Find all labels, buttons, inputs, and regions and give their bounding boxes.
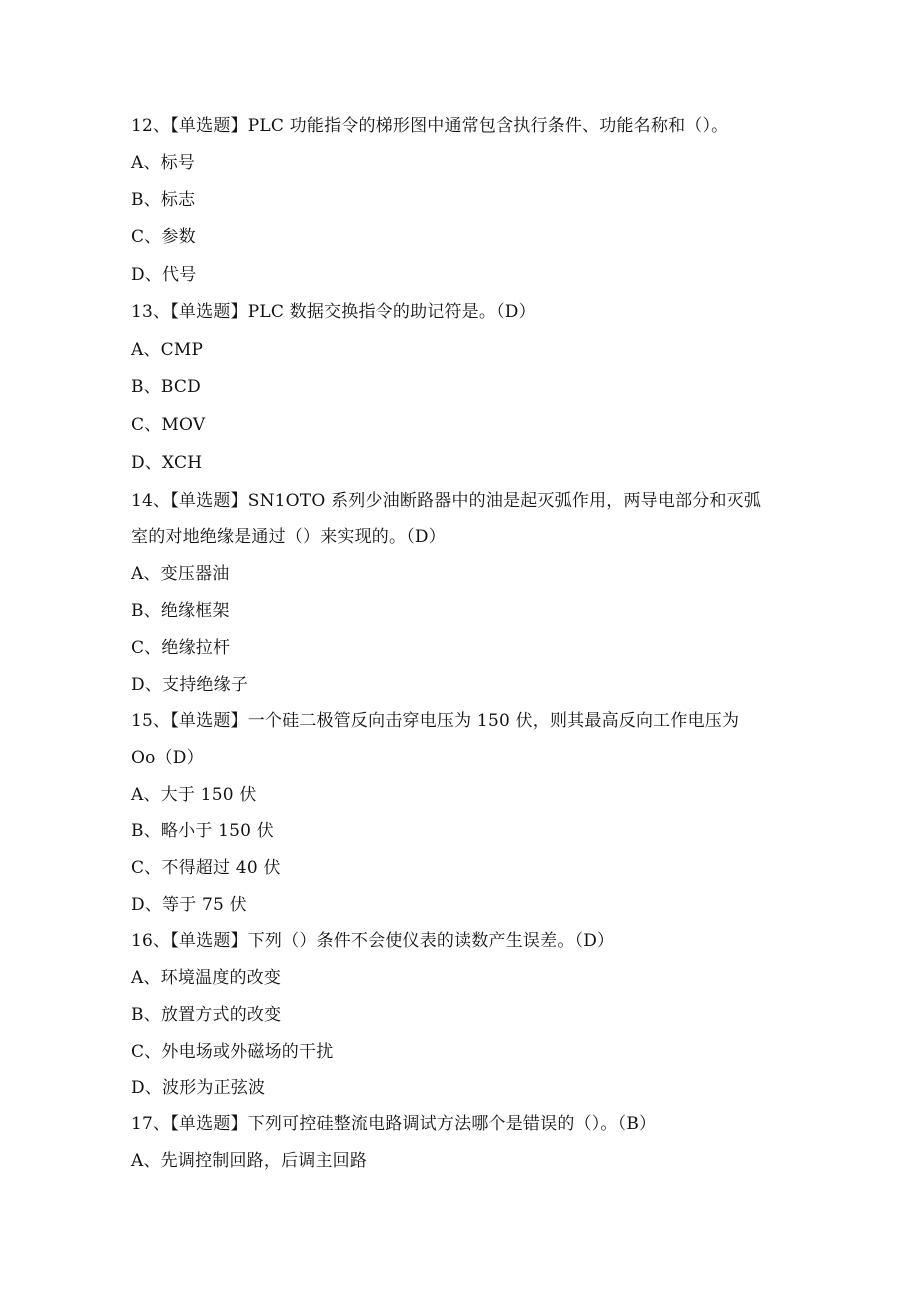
question-14-option-b: B、绝缘框架 <box>131 601 230 621</box>
question-13-stem: 13、【单选题】PLC 数据交换指令的助记符是。（D） <box>131 302 536 322</box>
question-13-option-a: A、CMP <box>131 340 204 360</box>
question-15-stem-line-2: Oo（D） <box>131 748 204 768</box>
question-12-stem: 12、【单选题】PLC 功能指令的梯形图中通常包含执行条件、功能名称和（）。 <box>131 116 729 136</box>
question-16-stem: 16、【单选题】下列（）条件不会使仪表的读数产生误差。（D） <box>131 931 615 951</box>
question-12-option-a: A、标号 <box>131 153 196 173</box>
question-16-option-a: A、环境温度的改变 <box>131 968 282 988</box>
question-13-option-d: D、XCH <box>131 453 203 473</box>
question-17-stem: 17、【单选题】下列可控硅整流电路调试方法哪个是错误的（）。（B） <box>131 1114 657 1134</box>
question-15-option-b: B、略小于 150 伏 <box>131 821 274 841</box>
question-15-stem-line-1: 15、【单选题】一个硅二极管反向击穿电压为 150 伏，则其最高反向工作电压为 <box>131 711 740 731</box>
question-15-option-c: C、不得超过 40 伏 <box>131 858 281 878</box>
question-12-option-b: B、标志 <box>131 190 196 210</box>
question-12-option-c: C、参数 <box>131 227 196 247</box>
question-14-option-d: D、支持绝缘子 <box>131 675 249 695</box>
question-14-stem-line-2: 室的对地绝缘是通过（）来实现的。（D） <box>131 527 446 547</box>
question-16-option-c: C、外电场或外磁场的干扰 <box>131 1042 334 1062</box>
question-17-option-a: A、先调控制回路，后调主回路 <box>131 1151 368 1171</box>
question-14-option-c: C、绝缘拉杆 <box>131 638 231 658</box>
question-15-option-a: A、大于 150 伏 <box>131 785 257 805</box>
question-13-option-c: C、MOV <box>131 415 206 435</box>
question-14-option-a: A、变压器油 <box>131 564 230 584</box>
question-14-stem-line-1: 14、【单选题】SN1OTO 系列少油断路器中的油是起灭弧作用，两导电部分和灭弧 <box>131 491 762 511</box>
question-13-option-b: B、BCD <box>131 377 201 397</box>
question-15-option-d: D、等于 75 伏 <box>131 895 247 915</box>
question-16-option-d: D、波形为正弦波 <box>131 1078 266 1098</box>
question-16-option-b: B、放置方式的改变 <box>131 1005 282 1025</box>
question-12-option-d: D、代号 <box>131 265 197 285</box>
